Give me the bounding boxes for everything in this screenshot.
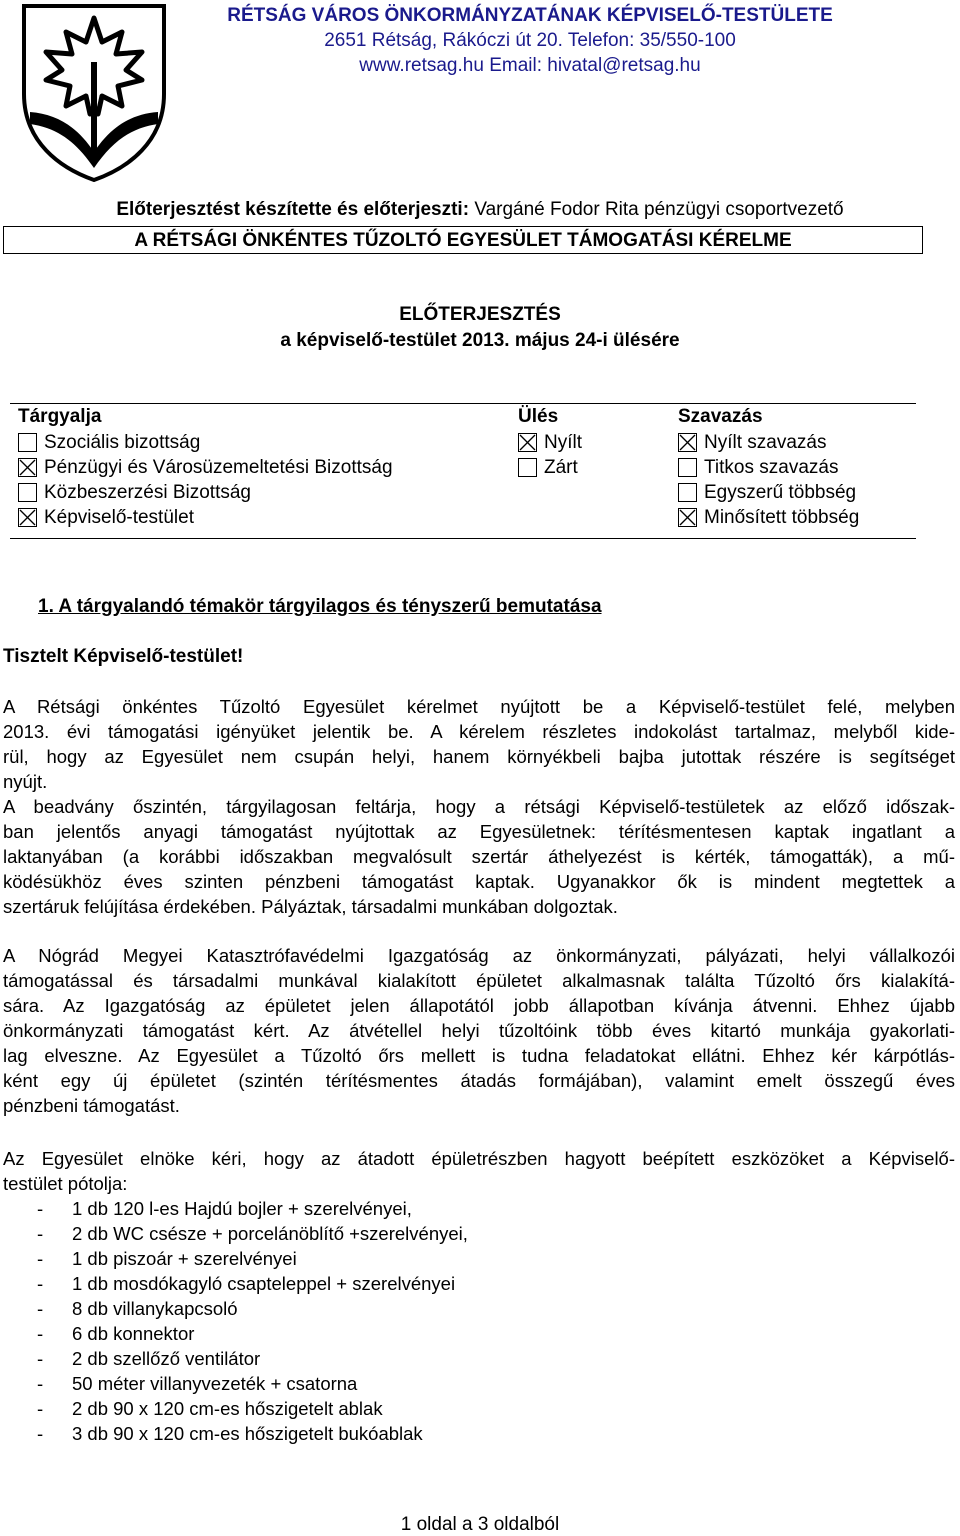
list-dash: - [37,1298,44,1319]
list-item [3,1421,468,1446]
checkbox-icon [18,508,37,527]
vote-row [678,505,859,530]
list-item-text: 50 méter villanyvezeték + csatorna [72,1373,358,1394]
header-address: 2651 Rétság, Rákóczi út 20. Telefon: 35/550-100 [324,30,736,51]
vote-label: Minősített többség [704,506,860,528]
greeting: Tisztelt Képviselő-testület! [3,646,244,667]
paragraph-line: nyújt. [3,771,48,792]
list-item-text: 3 db 90 x 120 cm-es hőszigetelt bukóablak [72,1423,423,1444]
session-column [518,404,582,480]
paragraph [3,1146,955,1196]
paragraph-line: A Rétsági önkéntes Tűzoltó Egyesület kérelmet nyújtott be a Képviselő-testület felé, melyben [3,696,955,717]
vote-label: Nyílt szavazás [704,431,827,453]
discusses-column [18,404,393,530]
list-item [3,1371,468,1396]
list-dash: - [37,1248,44,1269]
checkbox-icon [678,458,697,477]
discusses-label: Szociális bizottság [44,431,201,453]
checkbox-icon [678,508,697,527]
list-item [3,1396,468,1421]
checkbox-icon [18,483,37,502]
list-dash: - [37,1348,44,1369]
list-item-text: 2 db szellőző ventilátor [72,1348,261,1369]
session-row [518,430,582,455]
list-item-text: 2 db 90 x 120 cm-es hőszigetelt ablak [72,1398,383,1419]
session-row [518,455,582,480]
paragraph [3,694,955,794]
paragraph-line: Az Egyesület elnöke kéri, hogy az átadott épületrészben hagyott beépített eszközöket a Képviselő- [3,1148,955,1169]
checkbox-icon [518,433,537,452]
discusses-header: Tárgyalja [18,406,102,427]
vote-row [678,430,859,455]
paragraph-line: ban jelentős anyagi támogatást nyújtottak az Egyesületnek: térítésmentesen kaptak ingatlant a [3,821,955,842]
discusses-row [18,455,393,480]
prepared-label: Előterjesztést készítette és előterjeszti: [116,199,470,220]
vote-row [678,455,859,480]
discusses-label: Közbeszerzési Bizottság [44,481,251,503]
paragraph-line: pénzbeni támogatást. [3,1095,180,1116]
list-dash: - [37,1373,44,1394]
checkbox-icon [18,458,37,477]
vote-label: Titkos szavazás [704,456,839,478]
paragraph [3,943,955,1118]
session-label: Nyílt [544,431,582,453]
paragraph [3,794,955,919]
list-item [3,1246,468,1271]
vote-header: Szavazás [678,406,763,427]
discusses-row [18,505,393,530]
paragraph-line: ként egy új épületet (szintén térítésmentes átadás formájában), valamint emelt összegű éves [3,1070,955,1091]
session-header: Ülés [518,406,559,427]
checkbox-icon [678,433,697,452]
prepared-by [0,199,960,221]
meeting-info-table [10,403,916,539]
paragraph-line: laktanyában (a korábbi időszakban megvalósult szertár áthelyezést is kérték, támogatták), a mű- [3,846,955,867]
vote-column [678,404,859,530]
vote-label: Egyszerű többség [704,481,857,503]
paragraph-line: támogatással és társadalmi munkával kialakított épületet alkalmasnak találta Tűzoltó őrs kialakítá- [3,970,955,991]
list-dash: - [37,1398,44,1419]
list-item-text: 1 db mosdókagyló csapteleppel + szerelvényei [72,1273,456,1294]
vote-row [678,480,859,505]
list-dash: - [37,1223,44,1244]
discusses-label: Képviselő-testület [44,506,194,528]
checkbox-icon [678,483,697,502]
list-item [3,1321,468,1346]
city-crest-icon [18,2,170,182]
list-item-text: 6 db konnektor [72,1323,195,1344]
paragraph-line: önkormányzati támogatást kért. Az átvétellel helyi tűzoltóink több éves kitartó munkája gyakorlati- [3,1020,955,1041]
header-title: RÉTSÁG VÁROS ÖNKORMÁNYZATÁNAK KÉPVISELŐ-TESTÜLETE [227,5,833,26]
paragraph-line: szertáruk felújítása érdekében. Pályáztak, társadalmi munkában dolgoztak. [3,896,618,917]
session-label: Zárt [544,456,578,478]
paragraph-line: lag elveszne. Az Egyesület a Tűzoltó őrs mellett is tudna feladatokat ellátni. Ehhez kér kárpótlás- [3,1045,955,1066]
list-item [3,1271,468,1296]
list-item-text: 1 db 120 l-es Hajdú bojler + szerelvényei, [72,1198,412,1219]
paragraph-line: ködésükhöz éves szinten pénzbeni támogatást kaptak. Ugyanakkor ők is mindent megtettek a [3,871,955,892]
list-item-text: 1 db piszoár + szerelvényei [72,1248,297,1269]
list-item [3,1196,468,1221]
paragraph-line: rül, hogy az Egyesület nem csupán helyi, hanem környékbeli bajba jutottak részére is segítséget [3,746,955,767]
proposal-subtitle: a képviselő-testület 2013. május 24-i ülésére [280,330,680,351]
paragraph-line: sára. Az Igazgatóság az épületet jelen állapotától jobb állapotban kívánja átvenni. Ehhez újabb [3,995,955,1016]
section-heading: 1. A tárgyalandó témakör tárgyilagos és tényszerű bemutatása [38,596,602,617]
checkbox-icon [18,433,37,452]
discusses-label: Pénzügyi és Városüzemeltetési Bizottság [44,456,393,478]
paragraph-line: 2013. évi támogatási igényüket jelentik be. A kérelem részletes indokolást tartalmaz, melyből kide- [3,721,955,742]
page-footer: 1 oldal a 3 oldalból [400,1514,560,1535]
prepared-person: Vargáné Fodor Rita pénzügyi csoportvezető [469,199,844,220]
list-item-text: 8 db villanykapcsoló [72,1298,238,1319]
paragraph-line: A Nógrád Megyei Katasztrófavédelmi Igazgatóság az önkormányzati, pályázati, helyi vállalkozói [3,945,955,966]
list-dash: - [37,1198,44,1219]
list-item [3,1221,468,1246]
list-item-text: 2 db WC csésze + porcelánöblítő +szerelvényei, [72,1223,468,1244]
discusses-row [18,430,393,455]
checkbox-icon [518,458,537,477]
paragraph-line: testület pótolja: [3,1173,128,1194]
item-list [3,1196,468,1446]
list-item [3,1346,468,1371]
list-item [3,1296,468,1321]
list-dash: - [37,1323,44,1344]
paragraph-line: A beadvány őszintén, tárgyilagosan feltárja, hogy a rétsági Képviselő-testületek az előző időszak- [3,796,955,817]
list-dash: - [37,1273,44,1294]
subject-title: A RÉTSÁGI ÖNKÉNTES TŰZOLTÓ EGYESÜLET TÁMOGATÁSI KÉRELME [3,226,923,254]
list-dash: - [37,1423,44,1444]
header-contact: www.retsag.hu Email: hivatal@retsag.hu [359,55,701,76]
proposal-title: ELŐTERJESZTÉS [399,304,561,325]
discusses-row [18,480,393,505]
